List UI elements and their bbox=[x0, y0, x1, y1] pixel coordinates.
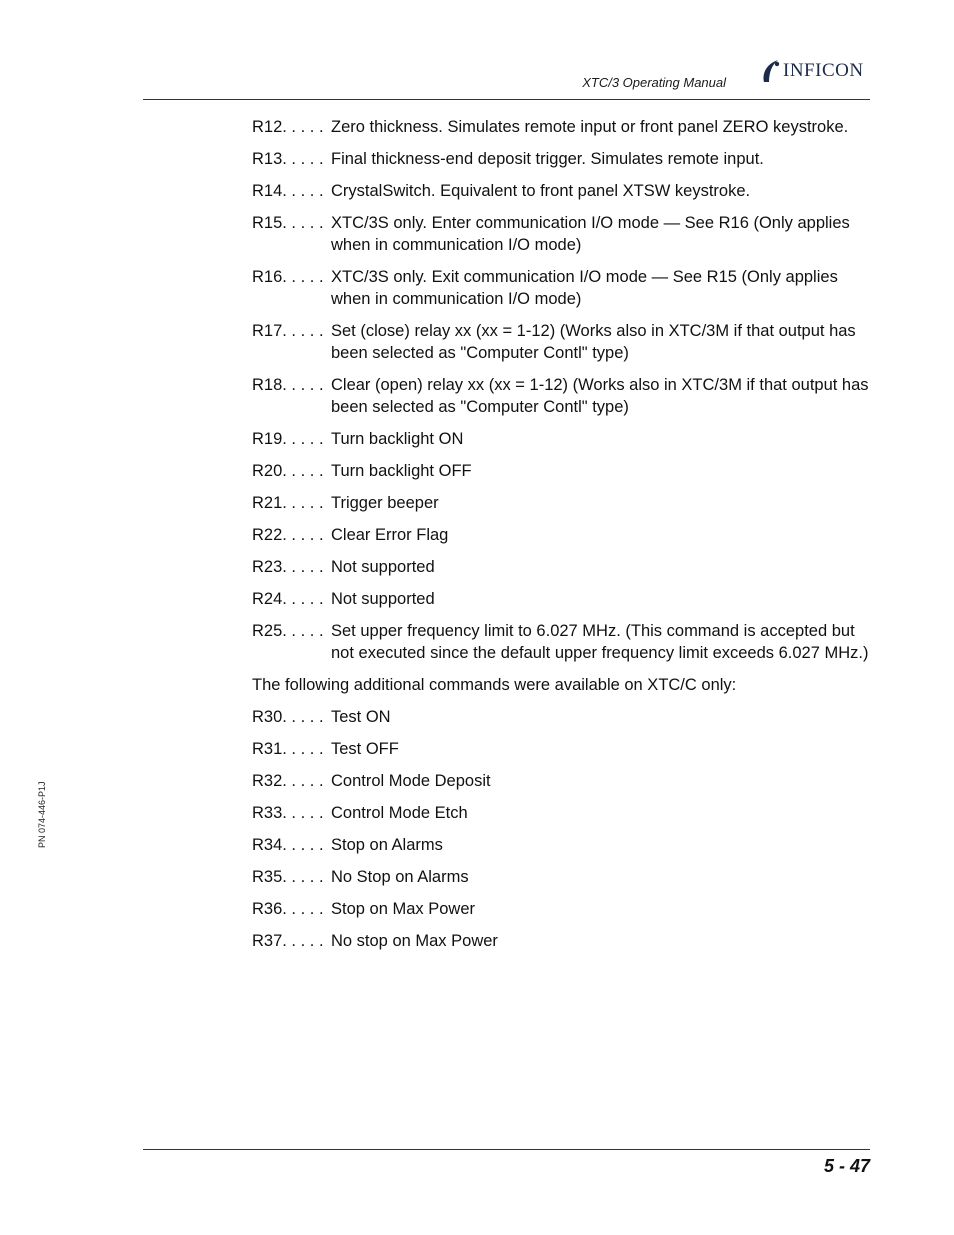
command-code: R32. . . . . bbox=[252, 772, 324, 790]
command-code: R12. . . . . bbox=[252, 118, 324, 136]
command-code: R33. . . . . bbox=[252, 804, 324, 822]
command-description: Control Mode Etch bbox=[331, 804, 468, 822]
command-description: CrystalSwitch. Equivalent to front panel XTSW keystroke. bbox=[331, 182, 751, 200]
command-code: R34. . . . . bbox=[252, 836, 324, 854]
command-entry bbox=[252, 428, 872, 450]
command-code: R23. . . . . bbox=[252, 558, 324, 576]
command-description: No stop on Max Power bbox=[331, 932, 498, 950]
command-entry bbox=[252, 180, 872, 202]
logo-swoosh-icon bbox=[760, 58, 782, 84]
command-entry bbox=[252, 834, 872, 856]
intro-paragraph: The following additional commands were available on XTC/C only: bbox=[252, 676, 737, 694]
command-code: R25. . . . . bbox=[252, 622, 324, 640]
command-entry bbox=[252, 588, 872, 610]
command-code: R22. . . . . bbox=[252, 526, 324, 544]
command-code: R31. . . . . bbox=[252, 740, 324, 758]
command-code: R21. . . . . bbox=[252, 494, 324, 512]
command-code: R36. . . . . bbox=[252, 900, 324, 918]
command-entry bbox=[252, 930, 872, 952]
command-code: R15. . . . . bbox=[252, 214, 324, 232]
command-entry bbox=[252, 524, 872, 546]
command-description: Turn backlight ON bbox=[331, 430, 464, 448]
command-description: Not supported bbox=[331, 558, 435, 576]
command-code: R20. . . . . bbox=[252, 462, 324, 480]
command-code: R37. . . . . bbox=[252, 932, 324, 950]
command-description: Stop on Max Power bbox=[331, 900, 475, 918]
command-description: Zero thickness. Simulates remote input or front panel ZERO keystroke. bbox=[331, 118, 849, 136]
command-entry bbox=[252, 116, 872, 138]
command-description: Test OFF bbox=[331, 740, 399, 758]
logo-wordmark: INFICON bbox=[783, 60, 864, 81]
command-entry bbox=[252, 492, 872, 514]
command-description: Stop on Alarms bbox=[331, 836, 443, 854]
command-list-xtcc bbox=[252, 706, 872, 952]
command-description: Turn backlight OFF bbox=[331, 462, 472, 480]
command-description: Set (close) relay xx (xx = 1-12) (Works also in XTC/3M if that output has been selected as "Computer Contl" type) bbox=[331, 322, 856, 362]
footer-rule bbox=[143, 1149, 870, 1150]
command-list bbox=[252, 116, 872, 962]
command-entry bbox=[252, 266, 872, 310]
command-entry bbox=[252, 706, 872, 728]
command-description: Control Mode Deposit bbox=[331, 772, 491, 790]
command-code: R19. . . . . bbox=[252, 430, 324, 448]
command-description: Trigger beeper bbox=[331, 494, 439, 512]
command-code: R14. . . . . bbox=[252, 182, 324, 200]
part-number-label: PN 074-446-P1J bbox=[37, 781, 47, 848]
command-code: R30. . . . . bbox=[252, 708, 324, 726]
command-code: R13. . . . . bbox=[252, 150, 324, 168]
command-entry bbox=[252, 460, 872, 482]
command-entry bbox=[252, 620, 872, 664]
command-entry bbox=[252, 374, 872, 418]
command-code: R18. . . . . bbox=[252, 376, 324, 394]
command-entry bbox=[252, 866, 872, 888]
command-description: Final thickness-end deposit trigger. Simulates remote input. bbox=[331, 150, 764, 168]
page-number: 5 - 47 bbox=[823, 1156, 870, 1176]
command-code: R35. . . . . bbox=[252, 868, 324, 886]
command-entry bbox=[252, 148, 872, 170]
command-description: Not supported bbox=[331, 590, 435, 608]
command-entry bbox=[252, 212, 872, 256]
command-entry bbox=[252, 738, 872, 760]
command-entry bbox=[252, 556, 872, 578]
inficon-logo bbox=[760, 58, 875, 84]
command-entry bbox=[252, 802, 872, 824]
command-entry bbox=[252, 770, 872, 792]
command-code: R16. . . . . bbox=[252, 268, 324, 286]
command-description: Clear (open) relay xx (xx = 1-12) (Works also in XTC/3M if that output has been selected as "Computer Contl" type) bbox=[331, 376, 869, 416]
command-description: XTC/3S only. Enter communication I/O mode — See R16 (Only applies when in communication I/O mode) bbox=[331, 214, 850, 254]
command-entry bbox=[252, 898, 872, 920]
command-list-remote bbox=[252, 116, 872, 664]
command-description: Test ON bbox=[331, 708, 391, 726]
manual-title: XTC/3 Operating Manual bbox=[582, 75, 726, 90]
command-description: XTC/3S only. Exit communication I/O mode — See R15 (Only applies when in communication I/O mode) bbox=[331, 268, 838, 308]
command-description: Clear Error Flag bbox=[331, 526, 449, 544]
command-entry bbox=[252, 320, 872, 364]
command-description: Set upper frequency limit to 6.027 MHz. (This command is accepted but not executed since the default upper frequency limit exceeds 6.027 MHz.) bbox=[331, 622, 869, 662]
command-code: R17. . . . . bbox=[252, 322, 324, 340]
header-rule bbox=[143, 99, 870, 100]
command-description: No Stop on Alarms bbox=[331, 868, 469, 886]
command-code: R24. . . . . bbox=[252, 590, 324, 608]
